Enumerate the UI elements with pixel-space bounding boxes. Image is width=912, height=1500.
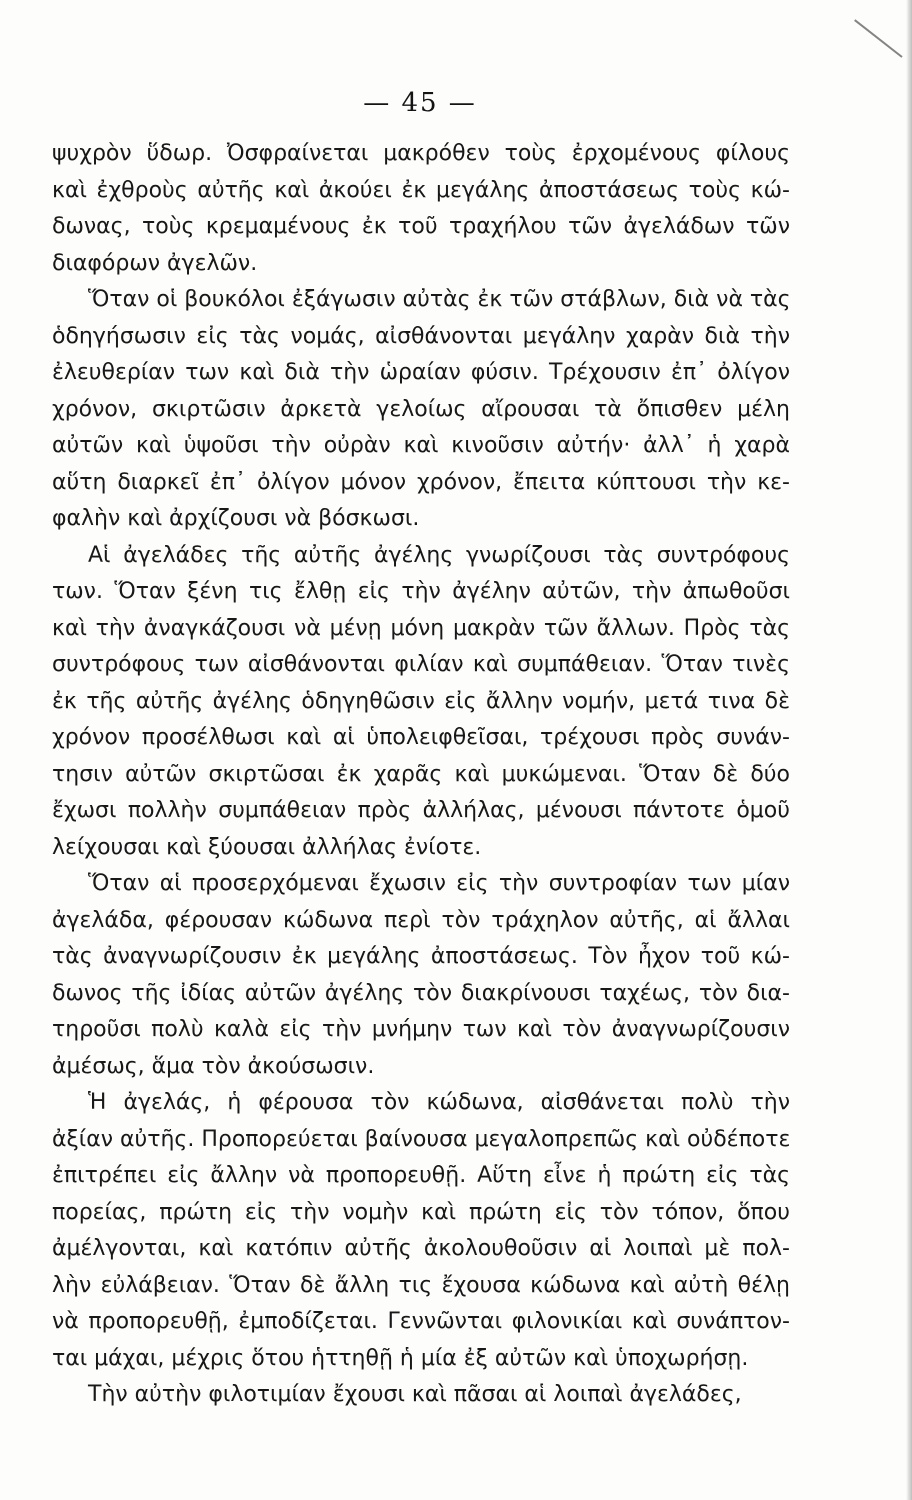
text-line: ἐλευθερίαν των καὶ διὰ τὴν ὡραίαν φύσιν. Τρέχουσιν ἐπ᾽ ὀλίγον bbox=[52, 360, 790, 385]
page-number: — 45 — bbox=[363, 88, 477, 118]
text-line: χρόνον προσέλθωσι καὶ αἱ ὑπολειφθεῖσαι, τρέχουσι πρὸς συνάν- bbox=[52, 725, 790, 750]
text-line: καὶ ἐχθροὺς αὐτῆς καὶ ἀκούει ἐκ μεγάλης ἀποστάσεως τοὺς κώ- bbox=[52, 177, 790, 203]
text-line: ἀμέσως, ἅμα τὸν ἀκούσωσιν. bbox=[52, 1053, 375, 1079]
text-line: ἐκ τῆς αὐτῆς ἀγέλης ὁδηγηθῶσιν εἰς ἄλλην νομήν, μετά τινα δὲ bbox=[52, 688, 790, 714]
text-line: διαφόρων ἀγελῶν. bbox=[52, 250, 258, 276]
paragraph-start-line: Τὴν αὐτὴν φιλοτιμίαν ἔχουσι καὶ πᾶσαι αἱ λοιπαὶ ἀγελάδες, bbox=[88, 1382, 742, 1407]
text-line: ψυχρὸν ὕδωρ. Ὀσφραίνεται μακρόθεν τοὺς ἐρχομένους φίλους bbox=[52, 141, 790, 166]
paragraph-start-line: Αἱ ἀγελάδες τῆς αὐτῆς ἀγέλης γνωρίζουσι τὰς συντρόφους bbox=[88, 542, 790, 568]
text-line: ἔχωσι πολλὴν συμπάθειαν πρὸς ἀλλήλας, μένουσι πάντοτε ὁμοῦ bbox=[52, 798, 790, 823]
text-line: των. Ὅταν ξένη τις ἔλθῃ εἰς τὴν ἀγέλην αὐτῶν, τὴν ἀπωθοῦσι bbox=[52, 579, 790, 604]
text-line: αὕτη διαρκεῖ ἐπ᾽ ὀλίγον μόνον χρόνον, ἔπειτα κύπτουσι τὴν κε- bbox=[52, 469, 790, 495]
body-text bbox=[52, 136, 790, 1414]
page-edge-shadow bbox=[906, 0, 912, 1500]
text-line: ἀμέλγονται, καὶ κατόπιν αὐτῆς ἀκολουθοῦσιν αἱ λοιπαὶ μὲ πολ- bbox=[52, 1236, 790, 1261]
paragraph-start-line: Ὅταν οἱ βουκόλοι ἐξάγωσιν αὐτὰς ἐκ τῶν στάβλων, διὰ νὰ τὰς bbox=[88, 287, 791, 312]
text-line: ὁδηγήσωσιν εἰς τὰς νομάς, αἰσθάνονται μεγάλην χαρὰν διὰ τὴν bbox=[52, 323, 790, 349]
text-line: λὴν εὐλάβειαν. Ὅταν δὲ ἄλλη τις ἔχουσα κώδωνα καὶ αὐτὴ θέλῃ bbox=[52, 1272, 790, 1298]
text-line: δωνας, τοὺς κρεμαμένους ἐκ τοῦ τραχήλου τῶν ἀγελάδων τῶν bbox=[52, 214, 790, 239]
text-line: ται μάχαι, μέχρις ὅτου ἡττηθῇ ἡ μία ἐξ αὐτῶν καὶ ὑποχωρήσῃ. bbox=[52, 1345, 749, 1371]
text-line: ἐπιτρέπει εἰς ἄλλην νὰ προπορευθῇ. Αὕτη εἶνε ἡ πρώτη εἰς τὰς bbox=[52, 1163, 790, 1188]
text-line: νὰ προπορευθῇ, ἐμποδίζεται. Γεννῶνται φιλονικίαι καὶ συνάπτον- bbox=[52, 1309, 790, 1334]
text-line: λείχουσαι καὶ ξύουσαι ἀλλήλας ἐνίοτε. bbox=[52, 834, 482, 860]
text-line: φαλὴν καὶ ἀρχίζουσι νὰ βόσκωσι. bbox=[52, 506, 420, 531]
text-line: αὐτῶν καὶ ὑψοῦσι τὴν οὐρὰν καὶ κινοῦσιν αὐτήν· ἀλλ᾽ ἡ χαρὰ bbox=[52, 433, 790, 458]
text-line: τηροῦσι πολὺ καλὰ εἰς τὴν μνήμην των καὶ τὸν ἀναγνωρίζουσιν bbox=[52, 1017, 790, 1042]
text-line: συντρόφους των αἰσθάνονται φιλίαν καὶ συμπάθειαν. Ὅταν τινὲς bbox=[52, 652, 790, 677]
paragraph-start-line: Ἡ ἀγελάς, ἡ φέρουσα τὸν κώδωνα, αἰσθάνεται πολὺ τὴν bbox=[88, 1090, 790, 1115]
text-line: τὰς ἀναγνωρίζουσιν ἐκ μεγάλης ἀποστάσεως. Τὸν ἦχον τοῦ κώ- bbox=[52, 944, 790, 969]
text-line: χρόνον, σκιρτῶσιν ἀρκετὰ γελοίως αἴρουσαι τὰ ὄπισθεν μέλη bbox=[52, 396, 790, 422]
text-line: τησιν αὐτῶν σκιρτῶσαι ἐκ χαρᾶς καὶ μυκώμεναι. Ὅταν δὲ δύο bbox=[52, 761, 790, 787]
text-line: ἀγελάδα, φέρουσαν κώδωνα περὶ τὸν τράχηλον αὐτῆς, αἱ ἄλλαι bbox=[52, 907, 790, 933]
text-line: ἀξίαν αὐτῆς. Προπορεύεται βαίνουσα μεγαλοπρεπῶς καὶ οὐδέποτε bbox=[52, 1126, 791, 1152]
paragraph-start-line: Ὅταν αἱ προσερχόμεναι ἔχωσιν εἰς τὴν συντροφίαν των μίαν bbox=[88, 871, 790, 896]
text-line: δωνος τῆς ἰδίας αὐτῶν ἀγέλης τὸν διακρίνουσι ταχέως, τὸν δια- bbox=[52, 980, 790, 1006]
text-line: καὶ τὴν ἀναγκάζουσι νὰ μένῃ μόνη μακρὰν τῶν ἄλλων. Πρὸς τὰς bbox=[52, 615, 790, 641]
page-corner-mark bbox=[854, 19, 903, 58]
text-line: πορείας, πρώτη εἰς τὴν νομὴν καὶ πρώτη εἰς τὸν τόπον, ὅπου bbox=[52, 1199, 790, 1225]
